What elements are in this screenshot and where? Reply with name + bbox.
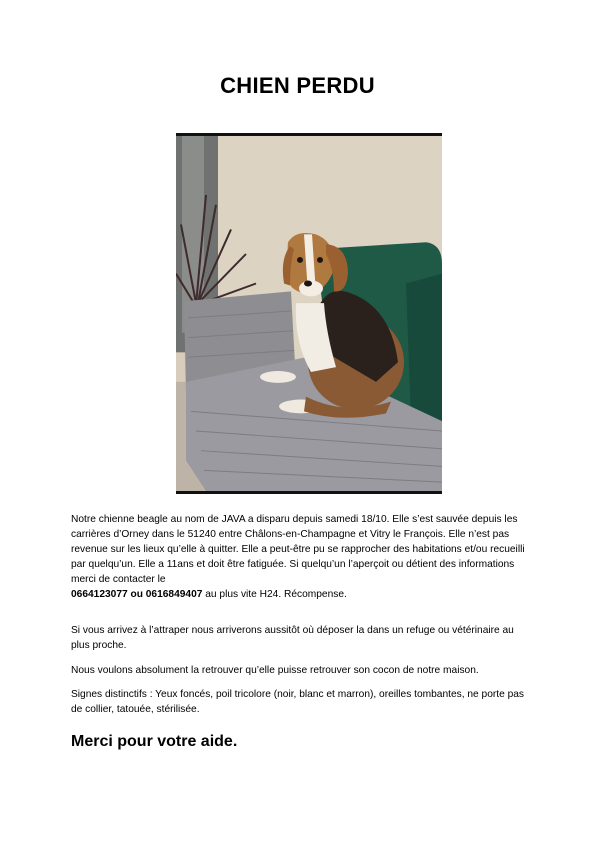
description-paragraph [71, 512, 531, 602]
closing-text: Merci pour votre aide. [71, 733, 238, 750]
instructions-paragraph [71, 613, 531, 689]
instructions-line-1: Si vous arrivez à l’attraper nous arriverons aussitôt où déposer la dans un refuge ou vétérinaire au plus proche. [71, 625, 514, 652]
distinctive-signs-paragraph: Signes distinctifs : Yeux foncés, poil tricolore (noir, blanc et marron), oreilles tombantes, ne porte pas de collier, tatouée, stérilisée. [71, 689, 525, 715]
beagle-photo-icon [176, 136, 442, 491]
description-text: Notre chienne beagle au nom de JAVA a disparu depuis samedi 18/10. Elle s’est sauvée depuis les carrières d’Orney dans le 51240 entre Châlons-en-Champagne et Vitry le François. Elle n’est pas revenue sur les lieux qu’elle à quitter. Elle a peut-être pu se rapprocher des habitations et/ou recueilli par quelqu’un. Elle a 11ans et doit être fatiguée. Si quelqu’un l’aperçoit ou détient des informations merci de contacter le [71, 514, 525, 585]
description-end: au plus vite H24. Récompense. [202, 589, 347, 600]
instructions-line-2: Nous voulons absolument la retrouver qu’elle puisse retrouver son cocon de notre maison. [71, 665, 479, 677]
dog-photo [176, 133, 442, 494]
phone-numbers[interactable]: 0664123077 ou 0616849407 [71, 589, 203, 600]
page-title: CHIEN PERDU [220, 73, 375, 98]
